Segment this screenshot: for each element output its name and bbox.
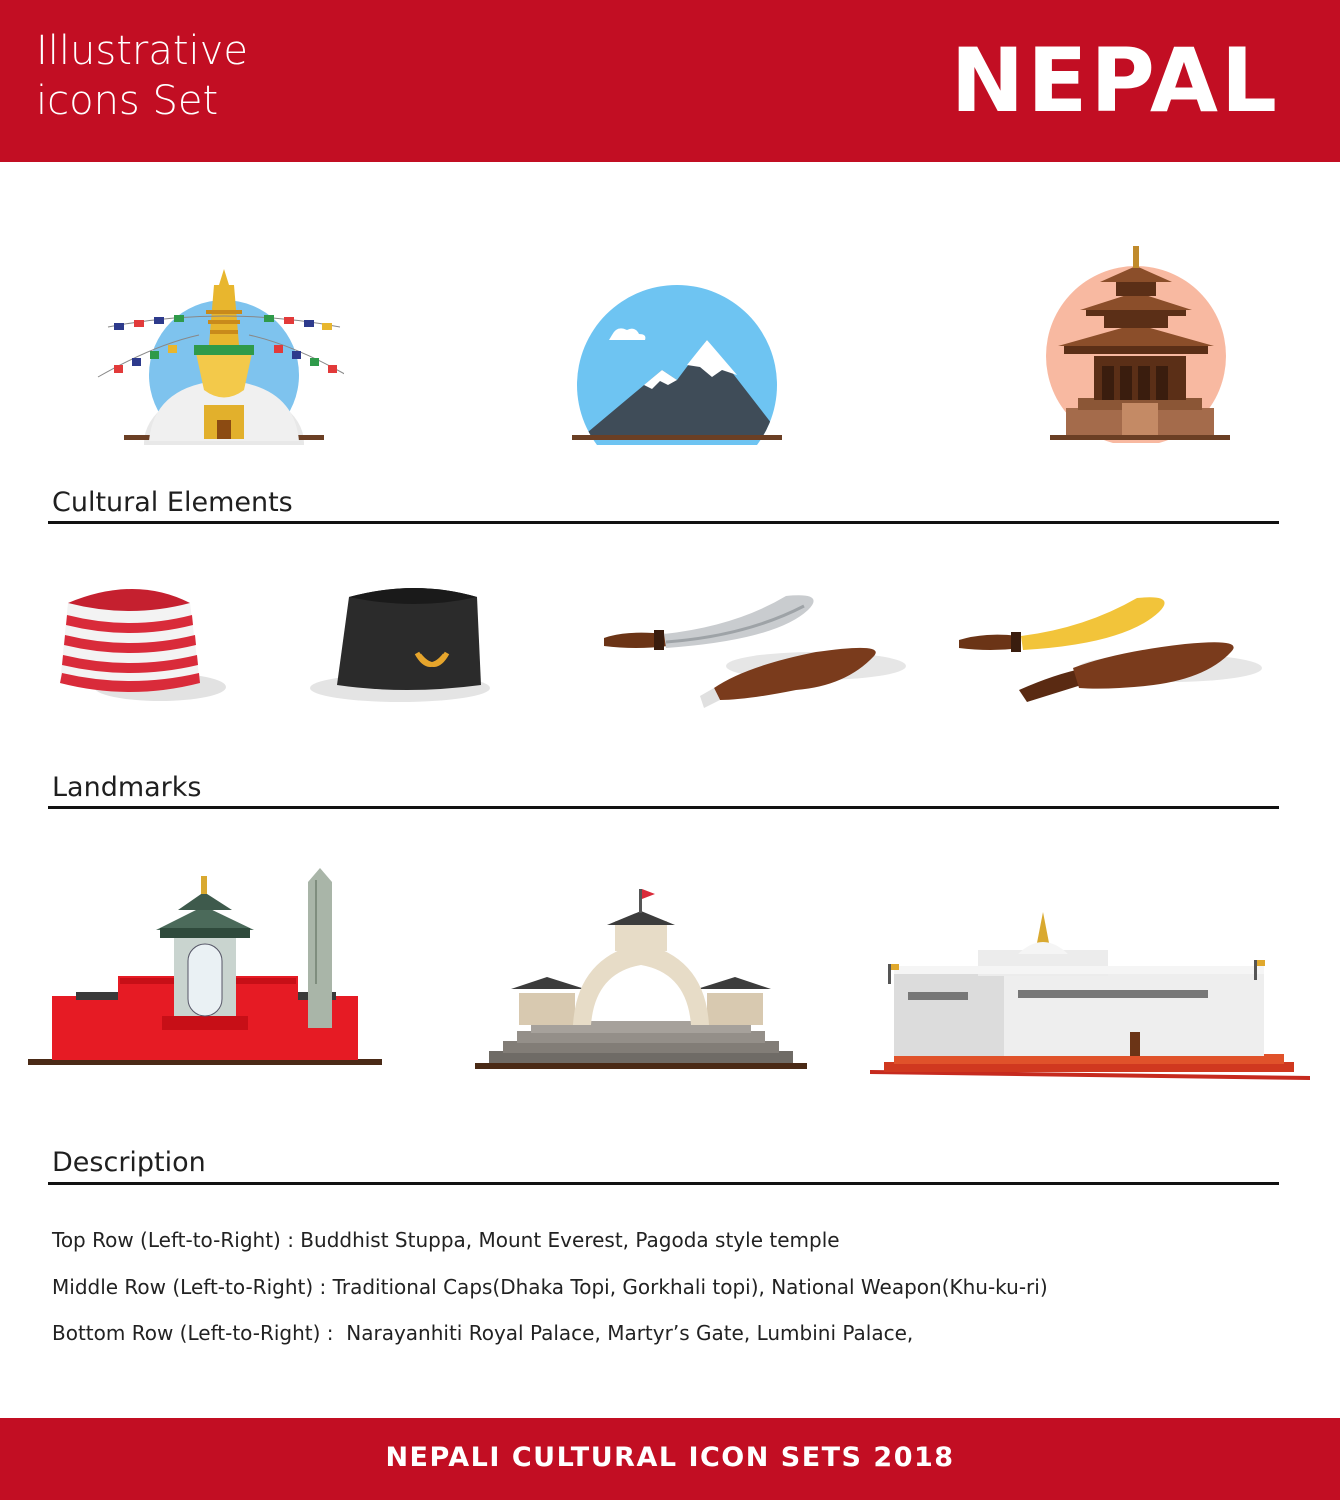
- palace-icon: [28, 866, 384, 1068]
- description-line-top-row: Top Row (Left-to-Right) : Buddhist Stuppa, Mount Everest, Pagoda style temple: [52, 1228, 840, 1252]
- khukuri-silver-icon: [596, 590, 908, 715]
- dhaka-topi-icon: [50, 583, 230, 708]
- khukuri-gold-icon: [955, 592, 1267, 712]
- section-title-cultural: Cultural Elements: [52, 487, 293, 518]
- section-divider-description: [48, 1182, 1279, 1185]
- section-divider-cultural: [48, 521, 1279, 524]
- martyrs-gate-icon: [475, 885, 807, 1070]
- gorkhali-topi-icon: [305, 585, 495, 705]
- header-subtitle: [36, 26, 248, 126]
- section-title-description: Description: [52, 1147, 206, 1178]
- header-subtitle-line2: icons Set: [36, 78, 219, 124]
- section-title-landmarks: Landmarks: [52, 772, 202, 803]
- stupa-icon: [94, 265, 344, 445]
- footer-banner: [0, 1418, 1340, 1500]
- header-banner: [0, 0, 1340, 162]
- header-title: NEPAL: [950, 29, 1280, 132]
- pagoda-temple-icon: [1044, 238, 1234, 443]
- description-line-bottom-row: Bottom Row (Left-to-Right) : Narayanhiti Royal Palace, Martyr’s Gate, Lumbini Palace,: [52, 1321, 914, 1345]
- lumbini-palace-icon: [868, 900, 1312, 1080]
- header-subtitle-line1: Illustrative: [36, 28, 248, 74]
- mountain-icon: [572, 285, 782, 445]
- description-line-middle-row: Middle Row (Left-to-Right) : Traditional Caps(Dhaka Topi, Gorkhali topi), National Weapon(Khu-ku-ri): [52, 1275, 1048, 1299]
- footer-text: NEPALI CULTURAL ICON SETS 2018: [385, 1442, 955, 1473]
- section-divider-landmarks: [48, 806, 1279, 809]
